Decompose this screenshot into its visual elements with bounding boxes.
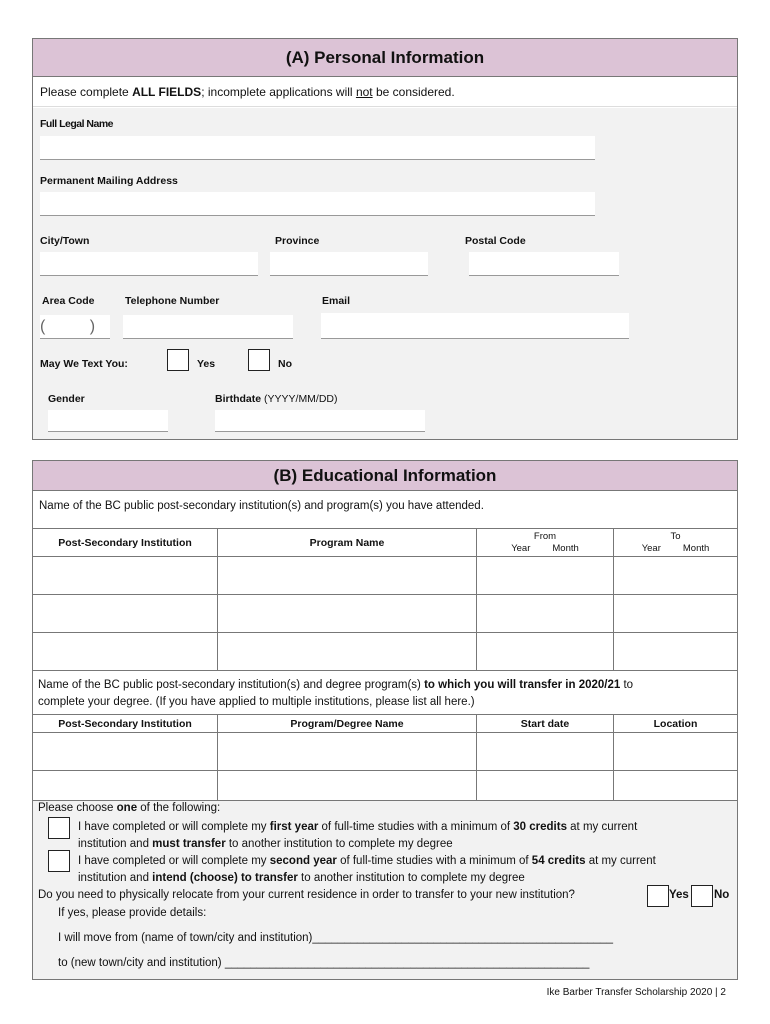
area-code-label: Area Code	[42, 295, 95, 307]
table-cell[interactable]	[218, 733, 477, 771]
table-cell[interactable]	[477, 633, 614, 671]
province-label: Province	[275, 235, 320, 247]
relocate-yes-label: Yes	[669, 889, 689, 901]
email-label: Email	[322, 295, 351, 307]
mailing-address-field[interactable]	[40, 192, 595, 216]
option-second-year-text: I have completed or will complete my second year of full-time studies with a minimum of 54 credits at my current institution and intend (choose) to transfer to another institution to complete my degree	[78, 855, 656, 884]
table-cell[interactable]	[218, 595, 477, 633]
table-cell[interactable]	[33, 633, 218, 671]
text-yes-checkbox[interactable]	[167, 349, 189, 371]
section-a-title: (A) Personal Information	[33, 39, 737, 77]
email-field[interactable]	[321, 313, 629, 339]
attended-table-header	[33, 529, 738, 557]
text-question-label: May We Text You:	[40, 358, 128, 370]
table-cell[interactable]	[218, 633, 477, 671]
table-cell[interactable]	[614, 557, 738, 595]
relocate-yes-checkbox[interactable]	[647, 885, 669, 907]
col-institution: Post-Secondary Institution	[33, 715, 218, 733]
col-from: From Year Month	[477, 529, 614, 557]
attended-table	[32, 528, 738, 671]
relocate-no-label: No	[714, 889, 730, 901]
text-no-checkbox[interactable]	[248, 349, 270, 371]
table-cell[interactable]	[218, 557, 477, 595]
birthdate-label: Birthdate (YYYY/MM/DD)	[215, 393, 338, 405]
table-cell[interactable]	[218, 771, 477, 801]
details-prompt: If yes, please provide details:	[58, 907, 207, 919]
col-start-date: Start date	[477, 715, 614, 733]
transfer-prompt: Name of the BC public post-secondary institution(s) and degree program(s) to which you will transfer in 2020/21 to complete your degree. (If you have applied to multiple institutions, please list all here.)	[38, 679, 634, 708]
option-first-year-checkbox[interactable]	[48, 817, 70, 839]
telephone-label: Telephone Number	[125, 295, 220, 307]
section-a	[32, 38, 738, 440]
table-cell[interactable]	[33, 557, 218, 595]
table-row	[33, 733, 738, 771]
table-row	[33, 633, 738, 671]
gender-field[interactable]	[48, 410, 168, 432]
table-cell[interactable]	[477, 595, 614, 633]
section-b-title: (B) Educational Information	[33, 461, 737, 491]
attended-prompt: Name of the BC public post-secondary institution(s) and program(s) you have attended.	[39, 500, 484, 512]
text-yes-label: Yes	[197, 358, 216, 370]
relocate-no-checkbox[interactable]	[691, 885, 713, 907]
table-cell[interactable]	[614, 733, 738, 771]
move-to-field[interactable]: to (new town/city and institution) _________________________________________________________	[58, 957, 590, 969]
mailing-address-label: Permanent Mailing Address	[40, 175, 178, 187]
postal-code-field[interactable]	[469, 252, 619, 276]
table-cell[interactable]	[33, 733, 218, 771]
table-row	[33, 771, 738, 801]
transfer-table-header	[33, 715, 738, 733]
city-label: City/Town	[40, 235, 90, 247]
col-location: Location	[614, 715, 738, 733]
col-program-degree: Program/Degree Name	[218, 715, 477, 733]
page-footer: Ike Barber Transfer Scholarship 2020 | 2	[546, 987, 726, 998]
to-year-month: Year Month	[641, 542, 710, 554]
move-from-field[interactable]: I will move from (name of town/city and institution)_______________________________________________	[58, 932, 613, 944]
relocate-question: Do you need to physically relocate from your current residence in order to transfer to your new institution?	[38, 889, 575, 901]
area-code-parens: ( )	[40, 318, 96, 335]
city-field[interactable]	[40, 252, 258, 276]
birthdate-field[interactable]	[215, 410, 425, 432]
section-a-intro: Please complete ALL FIELDS; incomplete applications will not be considered.	[33, 77, 737, 107]
table-cell[interactable]	[477, 557, 614, 595]
full-legal-name-label: Full Legal Name	[40, 118, 114, 130]
from-year-month: Year Month	[511, 542, 579, 554]
option-first-year-text: I have completed or will complete my first year of full-time studies with a minimum of 30 credits at my current institution and must transfer to another institution to complete my degree	[78, 821, 638, 850]
option-second-year-checkbox[interactable]	[48, 850, 70, 872]
area-code-field[interactable]	[40, 315, 110, 339]
table-cell[interactable]	[33, 771, 218, 801]
transfer-table	[32, 714, 738, 801]
text-no-label: No	[278, 358, 292, 370]
table-cell[interactable]	[614, 633, 738, 671]
table-cell[interactable]	[477, 771, 614, 801]
choose-prompt: Please choose one of the following:	[38, 802, 221, 814]
table-row	[33, 595, 738, 633]
table-cell[interactable]	[33, 595, 218, 633]
full-legal-name-field[interactable]	[40, 136, 595, 160]
table-cell[interactable]	[614, 771, 738, 801]
gender-label: Gender	[48, 393, 85, 405]
postal-code-label: Postal Code	[465, 235, 526, 247]
province-field[interactable]	[270, 252, 428, 276]
col-to: To Year Month	[614, 529, 738, 557]
table-cell[interactable]	[477, 733, 614, 771]
telephone-field[interactable]	[123, 315, 293, 339]
table-row	[33, 557, 738, 595]
col-institution: Post-Secondary Institution	[33, 529, 218, 557]
col-program: Program Name	[218, 529, 477, 557]
table-cell[interactable]	[614, 595, 738, 633]
